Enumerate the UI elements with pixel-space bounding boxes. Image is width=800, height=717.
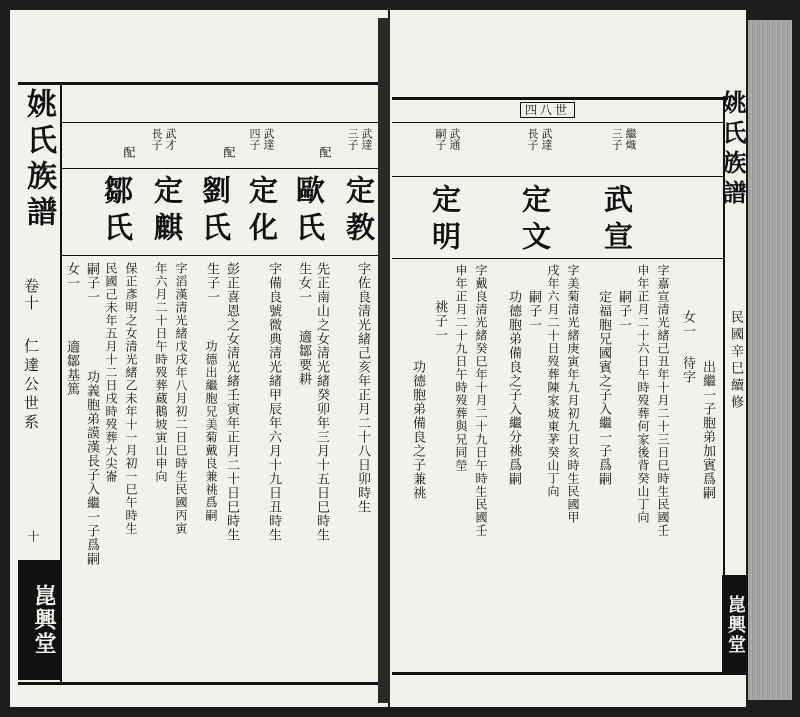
- bio-zou-1: 保正彥明之女清光緒乙未年十一月初一巳午時生: [124, 262, 138, 535]
- bio-zou-6: 適鄒基篤: [64, 340, 79, 396]
- left-row2-line: [60, 168, 378, 169]
- bio-dingming-3: 祧子一: [432, 300, 447, 342]
- entry-name-liu: 劉氏: [198, 175, 232, 249]
- bio-zou-4: 功義胞弟謨漢長子入繼一子爲嗣: [84, 370, 99, 566]
- bio-wuxuan-5: 申年正月二十六日午時歿葬何家後背癸山丁向: [636, 264, 650, 524]
- right-top-border: [392, 97, 728, 100]
- entry-name-dingwen: 定文: [518, 184, 552, 258]
- left-volume: 卷十: [22, 278, 40, 312]
- right-title: 姚氏族譜: [718, 90, 747, 210]
- bio-dingjiao-3: 生女一: [296, 262, 311, 304]
- left-anc-1-pos: 三子: [346, 128, 359, 150]
- bio-zou-2: 民國己未年五月十二日戌時歿葬大尖崙: [104, 262, 118, 483]
- right-anc-3-name: 武通: [448, 128, 461, 150]
- entry-name-wuxuan: 武宣: [600, 184, 634, 258]
- entry-name-ou: 歐氏: [292, 175, 326, 249]
- bio-dingjiao-4: 適鄒要耕: [296, 330, 311, 386]
- bio-dingming-1: 字戴良清光緒癸巳年十月二十九日午時生民國壬: [474, 264, 488, 537]
- bio-dinghua-1: 字備良號微典清光緒甲辰年六月十九日丑時生: [266, 262, 281, 542]
- left-bottom-border: [18, 682, 378, 685]
- bio-dingwen-2: 戌年六月二十日歿葬陳家坡東茅癸山丁向: [546, 264, 560, 498]
- entry-name-dingjiao: 定教: [342, 175, 376, 249]
- page-edges: [748, 20, 792, 700]
- right-edition: 民國辛巳續修: [728, 310, 743, 412]
- left-page-mark: 十: [26, 530, 40, 544]
- left-margin-line: [60, 82, 62, 685]
- bio-dingwen-3: 嗣子一: [526, 290, 541, 332]
- right-row1-line: [392, 122, 723, 123]
- bio-wuxuan-2: 女一: [680, 310, 695, 338]
- right-anc-2-pos: 長子: [526, 128, 539, 150]
- bio-dingming-4: 功德胞弟備良之子兼祧: [410, 360, 425, 500]
- right-hall-seal: 崑興堂: [722, 575, 748, 675]
- bio-wuxuan-3: 待字: [680, 356, 695, 384]
- right-anc-1-pos: 三子: [610, 128, 623, 150]
- left-anc-1-name: 武達: [360, 128, 373, 150]
- left-anc-2-pos: 四子: [248, 128, 261, 150]
- bio-dingjiao-2: 先正南山之女清光緒癸卯年三月十五日巳時生: [314, 262, 329, 542]
- bio-dingqi-2: 年六月二十日午時歿葬蔵鵝坡寅山申向: [154, 262, 168, 483]
- right-anc-1-name: 繼熾: [624, 128, 637, 150]
- generation-box: 四八世: [520, 102, 575, 118]
- bio-wuxuan-7: 定福胞兄國賓之子入繼一子爲嗣: [596, 290, 611, 486]
- entry-name-dingming: 定明: [428, 184, 462, 258]
- left-row3-line: [60, 255, 378, 256]
- bio-liu-3: 功德出繼胞兄美菊戴良兼祧爲嗣: [204, 340, 218, 522]
- left-anc-3-name: 武才: [164, 128, 177, 150]
- bio-dingqi-1: 字滔漢清光緒戊戌年八月初二日巳時生民國丙寅: [174, 262, 188, 535]
- right-anc-2-name: 武達: [540, 128, 553, 150]
- right-bottom-border: [392, 672, 728, 675]
- left-anc-3-pos: 長子: [150, 128, 163, 150]
- left-branch: 仁達公世系: [22, 338, 40, 433]
- bio-wuxuan-6: 嗣子一: [616, 290, 631, 332]
- bio-zou-3: 嗣子一: [84, 262, 99, 304]
- bio-dingming-2: 申年正月二十九日午時歿葬與兄同塋: [454, 264, 468, 472]
- left-title: 姚氏族譜: [21, 88, 56, 232]
- spouse-label-2: 配: [222, 146, 236, 160]
- bio-dingjiao-1: 字佐良清光緒己亥年正月二十八日卯時生: [355, 262, 370, 514]
- left-top-border: [18, 82, 378, 85]
- bio-liu-1: 彭正喜恩之女清光緒壬寅年正月二十日巳時生: [224, 262, 239, 542]
- bio-zou-5: 女一: [64, 262, 79, 290]
- bio-dingwen-4: 功德胞弟備良之子入繼分祧爲嗣: [506, 290, 521, 486]
- entry-name-dingqi: 定麒: [150, 175, 184, 249]
- left-anc-2-name: 武達: [262, 128, 275, 150]
- left-hall-seal: 崑興堂: [18, 560, 60, 680]
- right-row2-line: [392, 176, 723, 177]
- spouse-label-1: 配: [318, 146, 332, 160]
- entry-name-zou: 鄒氏: [100, 175, 134, 249]
- right-row3-line: [392, 258, 723, 259]
- right-anc-3-pos: 嗣子: [434, 128, 447, 150]
- left-row1-line: [60, 122, 378, 123]
- bio-dingwen-1: 字美菊清光緒庚寅年九月初九日亥時生民國甲: [566, 264, 580, 524]
- bio-wuxuan-4: 字嘉宣清光緒己丑年十月二十三日巳時生民國壬: [656, 264, 670, 537]
- entry-name-dinghua: 定化: [245, 175, 279, 249]
- bio-wuxuan-1: 出繼一子胞弟加賓爲嗣: [700, 360, 715, 500]
- spouse-label-3: 配: [122, 146, 136, 160]
- bio-liu-2: 生子一: [204, 262, 219, 304]
